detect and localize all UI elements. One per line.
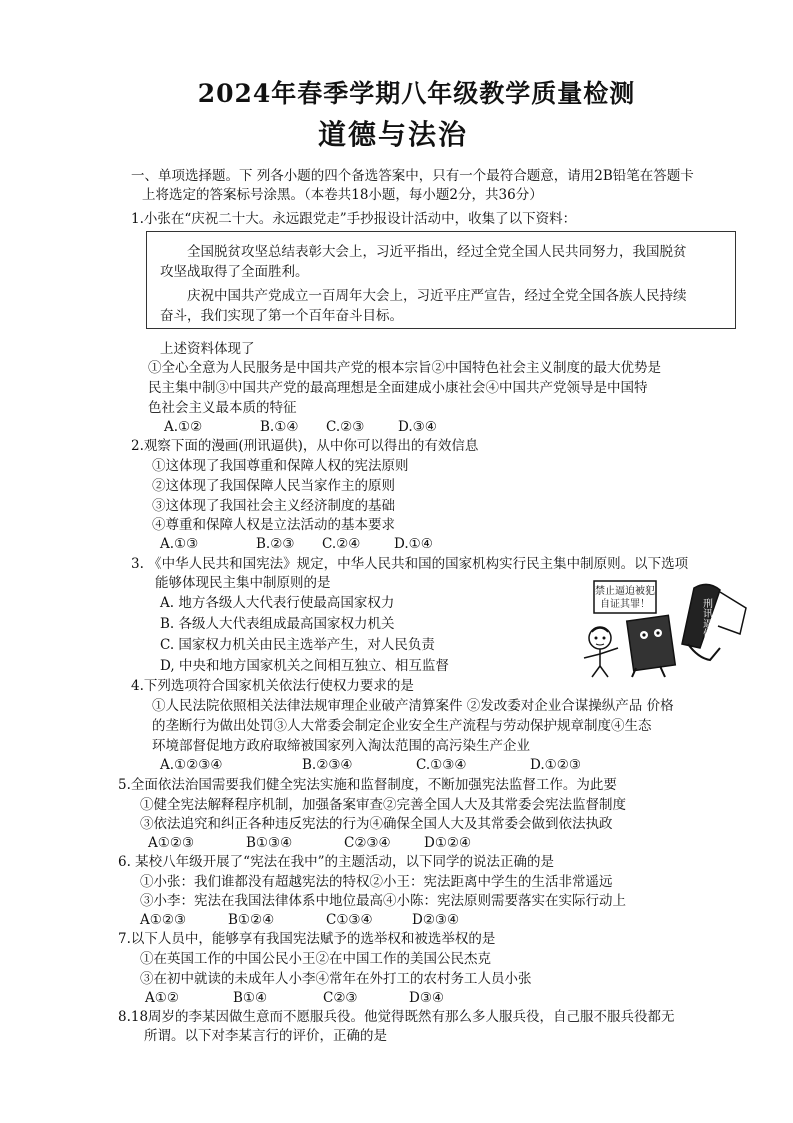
q6-option-a[interactable]: A①②③ <box>140 912 187 928</box>
cartoon-sign <box>594 581 656 613</box>
q2-statement-1: ①这体现了我国尊重和保障人权的宪法原则 <box>152 458 409 474</box>
q7-option-b[interactable]: B①④ <box>233 990 268 1006</box>
q3-option-d[interactable]: D, 中央和地方国家机关之间相互独立、相互监督 <box>160 658 449 674</box>
q1-statements-line2: 民主集中制③中国共产党的最高理想是全面建成小康社会④中国共产党领导是中国特 <box>148 380 648 396</box>
q4-stem: 4.下列选项符合国家机关依法行使权力要求的是 <box>131 678 414 694</box>
q1-options <box>164 418 437 437</box>
q4-statements-line3: 环境部督促地方政府取缔被国家列入淘汰范围的高污染生产企业 <box>152 738 530 754</box>
q7-option-a[interactable]: A①② <box>145 990 179 1006</box>
q4-statements-line2: 的垄断行为做出处罚③人大常委会制定企业安全生产流程与劳动保护规章制度④生态 <box>152 718 652 734</box>
q1-statements-line1: ①全心全意为人民服务是中国共产党的根本宗旨②中国特色社会主义制度的最大优势是 <box>148 360 661 376</box>
q2-options <box>160 535 433 554</box>
subject-title: 道德与法治 <box>318 118 469 151</box>
q5-statements-line2: ③依法追究和纠正各种违反宪法的行为④确保全国人大及其常委会做到依法执政 <box>140 816 613 832</box>
q1-material-p2-line2: 奋斗，我们实现了第一个百年奋斗目标。 <box>160 308 403 324</box>
q6-statements-line1: ①小张：我们谁都没有超越宪法的特权②小王：宪法距离中学生的生活非常遥远 <box>140 874 613 890</box>
section-intro-line-1: 一、单项选择题。下 列各小题的四个备选答案中，只有一个最符合题意，请用2B铅笔在答题卡 <box>131 168 694 184</box>
q7-options <box>145 989 444 1008</box>
cartoon-book-figure <box>627 615 676 677</box>
q4-option-b[interactable]: B.②③④ <box>302 757 353 773</box>
q3-option-a[interactable]: A. 地方各级人大代表行使最高国家权力 <box>160 595 395 611</box>
q7-statements-line1: ①在英国工作的中国公民小王②在中国工作的美国公民杰克 <box>140 951 491 967</box>
cartoon-club <box>682 584 746 660</box>
cartoon-club-label: 刑讯逼供 <box>700 598 712 638</box>
q1-stem: 1.小张在“庆祝二十大。永远跟党走”手抄报设计活动中，收集了以下资料： <box>131 211 577 227</box>
q7-option-d[interactable]: D③④ <box>409 990 445 1006</box>
q7-option-c[interactable]: C②③ <box>323 990 358 1006</box>
cartoon-person <box>584 627 618 677</box>
q8-stem-line1: 8.18周岁的李某因做生意而不愿服兵役。他觉得既然有那么多人服兵役，自己服不服兵役都无 <box>118 1009 675 1025</box>
q3-stem-line2: 能够体现民主集中制原则的是 <box>155 575 331 591</box>
q3-option-c[interactable]: C. 国家权力机关由民主选举产生，对人民负责 <box>160 637 435 653</box>
q2-option-a[interactable]: A.①③ <box>160 536 199 552</box>
q6-option-b[interactable]: B①②④ <box>228 912 275 928</box>
q5-statements-line1: ①健全宪法解释程序机制，加强备案审查②完善全国人大及其常委会宪法监督制度 <box>140 797 626 813</box>
q5-options <box>148 834 471 853</box>
q1-option-a[interactable]: A.①② <box>164 419 203 435</box>
q2-option-d[interactable]: D.①④ <box>394 536 433 552</box>
q2-statement-4: ④尊重和保障人权是立法活动的基本要求 <box>152 517 395 533</box>
torture-cartoon-illustration <box>570 578 750 680</box>
q5-option-b[interactable]: B①③④ <box>246 835 293 851</box>
q7-statements-line2: ③在初中就读的未成年人小李④常年在外打工的农村务工人员小张 <box>140 971 532 987</box>
q2-option-c[interactable]: C.②④ <box>322 536 361 552</box>
cartoon-sign-line2: 自证其罪！ <box>600 599 650 610</box>
q4-options <box>160 756 581 775</box>
q4-option-d[interactable]: D.①②③ <box>530 757 581 773</box>
q4-option-a[interactable]: A.①②③④ <box>160 757 223 773</box>
q2-statement-2: ②这体现了我国保障人民当家作主的原则 <box>152 478 395 494</box>
q1-material-p1-line1: 全国脱贫攻坚总结表彰大会上，习近平指出，经过全党全国人民共同努力，我国脱贫 <box>187 244 687 260</box>
q5-option-a[interactable]: A①②③ <box>148 835 195 851</box>
q2-option-b[interactable]: B.②③ <box>256 536 295 552</box>
q6-option-c[interactable]: C①③④ <box>326 912 373 928</box>
q2-stem: 2.观察下面的漫画(刑讯逼供)，从中你可以得出的有效信息 <box>131 438 479 454</box>
q5-stem: 5.全面依法治国需要我们健全宪法实施和监督制度，不断加强宪法监督工作。为此要 <box>118 777 617 793</box>
q5-option-c[interactable]: C②③④ <box>344 835 391 851</box>
q1-statements-line3: 色社会主义最本质的特征 <box>148 400 297 416</box>
q6-stem: 6. 某校八年级开展了“宪法在我中”的主题活动，以下同学的说法正确的是 <box>118 854 554 870</box>
q1-option-d[interactable]: D.③④ <box>398 419 437 435</box>
q5-option-d[interactable]: D①②④ <box>424 835 472 851</box>
q8-stem-line2: 所谓。以下对李某言行的评价，正确的是 <box>144 1028 387 1044</box>
q1-option-c[interactable]: C.②③ <box>326 419 365 435</box>
q6-options <box>140 911 459 930</box>
q1-option-b[interactable]: B.①④ <box>260 419 299 435</box>
q3-stem-line1: 3. 《中华人民共和国宪法》规定，中华人民共和国的国家机构实行民主集中制原则。以下选项 <box>131 556 689 572</box>
q7-stem: 7.以下人员中，能够享有我国宪法赋予的选举权和被选举权的是 <box>118 931 496 947</box>
q2-statement-3: ③这体现了我国社会主义经济制度的基础 <box>152 498 395 514</box>
q3-option-b[interactable]: B. 各级人大代表组成最高国家权力机关 <box>160 616 395 632</box>
q4-option-c[interactable]: C.①③④ <box>416 757 467 773</box>
q4-statements-line1: ①人民法院依照相关法律法规审理企业破产清算案件 ②发改委对企业合谋操纵产品 价格 <box>152 698 674 714</box>
cartoon-sign-line1: 禁止逼迫被犯 <box>595 586 655 597</box>
q6-statements-line2: ③小李：宪法在我国法律体系中地位最高④小陈：宪法原则需要落实在实际行动上 <box>140 893 626 909</box>
q1-lead: 上述资料体现了 <box>160 341 255 357</box>
q6-option-d[interactable]: D②③④ <box>412 912 460 928</box>
q1-material-p2-line1: 庆祝中国共产党成立一百周年大会上，习近平庄严宣告，经过全党全国各族人民持续 <box>187 288 687 304</box>
section-intro-line-2: 上将选定的答案标号涂黑。（本卷共18小题，每小题2分，共36分） <box>142 187 543 203</box>
q1-material-p1-line2: 攻坚战取得了全面胜利。 <box>160 264 309 280</box>
exam-title: 2024年春季学期八年级教学质量检测 <box>197 79 636 108</box>
